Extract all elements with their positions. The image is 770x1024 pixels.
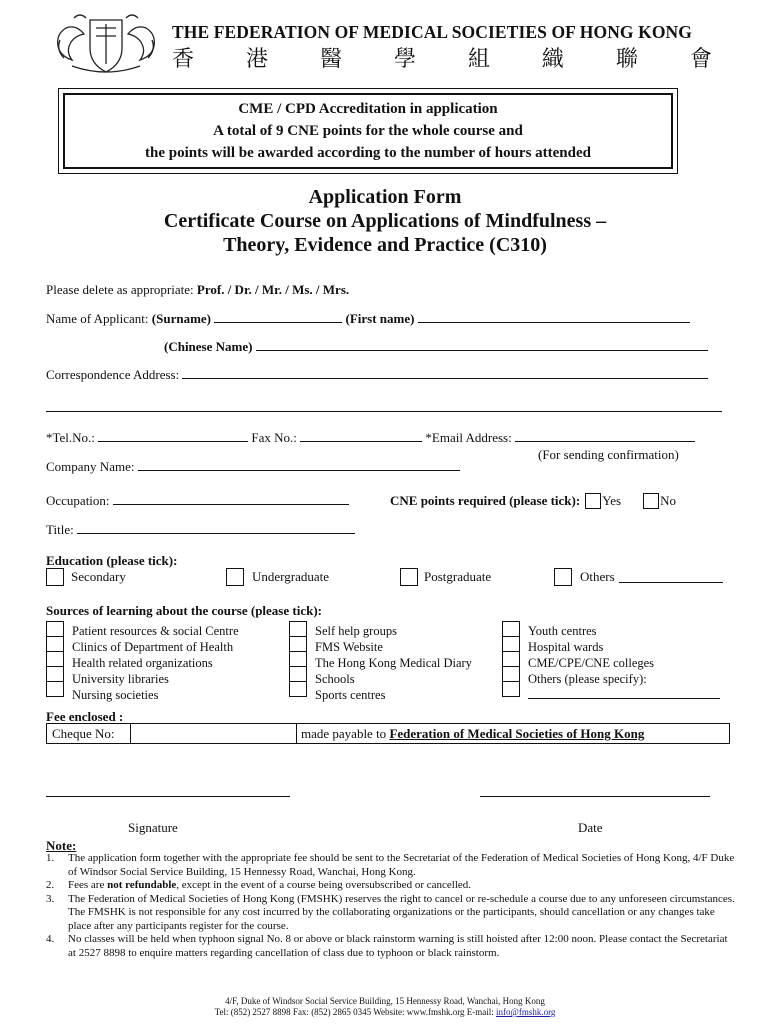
source-label: University libraries — [72, 672, 169, 686]
source-label: Clinics of Department of Health — [72, 640, 234, 654]
source-checkbox[interactable] — [46, 621, 64, 637]
first-name-field[interactable] — [418, 322, 690, 323]
sources-col2 — [315, 623, 472, 703]
sources-col1-checkboxes — [46, 622, 64, 697]
sources-col1 — [72, 623, 239, 703]
notes-list — [46, 852, 736, 960]
occupation-field[interactable] — [113, 504, 349, 505]
signature-label: Signature — [128, 820, 178, 835]
contact-row: *Tel.No.: Fax No.: *Email Address: — [46, 430, 695, 446]
education-option-others[interactable]: Others — [554, 568, 723, 586]
secondary-checkbox[interactable] — [46, 568, 64, 586]
source-checkbox[interactable] — [502, 666, 520, 682]
note-item: 2. Fees are not refundable, except in the event of a course being oversubscribed or cancelled. — [46, 879, 472, 891]
note-item: 3. The Federation of Medical Societies of Hong Kong (FMSHK) reserves the right to cancel or re-schedule a course due to any unforeseen circumstances. The FMSHK is not responsible for any cost incurred by the collaborating organizations or the participants, should cancellation or any changes take place after any participants register for the course. — [46, 892, 735, 932]
note-item: 4. No classes will be held when typhoon signal No. 8 or above or black rainstorm warning is still hoisted after 12:00 noon. Please contact the Secretariat at 2527 8898 to enquire matters regarding cancellation of class due to typhoon or black rainstorm. — [46, 933, 728, 959]
source-checkbox[interactable] — [289, 666, 307, 682]
education-option-postgraduate[interactable]: Postgraduate — [400, 568, 491, 586]
undergraduate-checkbox[interactable] — [226, 568, 244, 586]
signature-field[interactable] — [46, 796, 290, 797]
sources-col2-checkboxes — [289, 622, 307, 697]
address-field-line-2[interactable] — [46, 398, 722, 412]
fee-heading: Fee enclosed : — [46, 709, 124, 724]
address-row: Correspondence Address: — [46, 367, 708, 383]
others-source-field[interactable] — [528, 689, 720, 699]
cheque-label: Cheque No: — [47, 724, 131, 743]
source-checkbox[interactable] — [502, 636, 520, 652]
tel-field[interactable] — [98, 441, 248, 442]
source-label: Health related organizations — [72, 656, 213, 670]
title-row: Title: — [46, 522, 355, 538]
source-checkbox[interactable] — [502, 651, 520, 667]
source-checkbox[interactable] — [289, 636, 307, 652]
source-label: Nursing societies — [72, 688, 159, 702]
cne-yes-checkbox[interactable] — [585, 493, 601, 509]
course-title-line-1: Certificate Course on Applications of Mindfulness – — [163, 210, 607, 232]
source-checkbox[interactable] — [502, 621, 520, 637]
sources-heading: Sources of learning about the course (please tick): — [46, 603, 322, 618]
sources-col3 — [528, 623, 720, 703]
source-label: CME/CPE/CNE colleges — [528, 656, 655, 670]
source-checkbox[interactable] — [289, 621, 307, 637]
accreditation-line-2: A total of 9 CNE points for the whole course and — [213, 123, 523, 139]
surname-field[interactable] — [214, 322, 342, 323]
accreditation-box — [58, 88, 678, 174]
footer-contact: Tel: (852) 2527 8898 Fax: (852) 2865 0345 Website: www.fmshk.org E-mail: info@fmshk.org — [214, 1007, 556, 1017]
source-checkbox[interactable] — [289, 681, 307, 697]
source-label: Sports centres — [315, 688, 386, 702]
email-field[interactable] — [515, 441, 695, 442]
salutation-row: Please delete as appropriate: Prof. / Dr. / Mr. / Ms. / Mrs. — [46, 282, 350, 297]
source-label: Self help groups — [315, 624, 397, 638]
company-row: Company Name: — [46, 459, 460, 475]
email-note: (For sending confirmation) — [538, 447, 679, 462]
date-label: Date — [578, 820, 603, 835]
date-field[interactable] — [480, 796, 710, 797]
org-name-english: THE FEDERATION OF MEDICAL SOCIETIES OF HONG KONG — [172, 22, 692, 42]
source-label: Hospital wards — [528, 640, 604, 654]
chinese-name-field[interactable] — [256, 350, 708, 351]
source-checkbox[interactable] — [46, 681, 64, 697]
form-title: Application Form — [308, 186, 462, 208]
cne-row: CNE points required (please tick): Yes No — [390, 493, 677, 508]
payable-row: made payable to Federation of Medical Societies of Hong Kong — [301, 726, 645, 741]
fee-table — [46, 723, 730, 744]
cheque-number-field[interactable] — [131, 724, 297, 743]
source-checkbox[interactable] — [46, 651, 64, 667]
name-row: Name of Applicant: (Surname) (First name) — [46, 311, 690, 327]
federation-logo — [52, 10, 160, 80]
sources-col3-checkboxes — [502, 622, 520, 697]
postgraduate-checkbox[interactable] — [400, 568, 418, 586]
source-label: The Hong Kong Medical Diary — [315, 656, 472, 670]
cne-no-checkbox[interactable] — [643, 493, 659, 509]
source-label: Others (please specify): — [528, 672, 647, 686]
source-label: Schools — [315, 672, 355, 686]
company-field[interactable] — [138, 470, 460, 471]
fax-field[interactable] — [300, 441, 422, 442]
source-checkbox[interactable] — [289, 651, 307, 667]
footer-address: 4/F, Duke of Windsor Social Service Building, 15 Hennessy Road, Wanchai, Hong Kong — [225, 996, 545, 1006]
note-item: 1. The application form together with the appropriate fee should be sent to the Secretariat of the Federation of Medical Societies of Hong Kong, 4/F Duke of Windsor Social Service Building, 15 Hennessy Road, Wanchai, Hong Kong. — [46, 852, 735, 878]
address-field-line-1[interactable] — [182, 378, 708, 379]
education-option-undergraduate[interactable]: Undergraduate — [226, 568, 329, 586]
others-checkbox[interactable] — [554, 568, 572, 586]
source-label: Patient resources & social Centre — [72, 624, 239, 638]
occupation-row: Occupation: — [46, 493, 349, 509]
chinese-name-row: (Chinese Name) — [164, 339, 708, 355]
source-label: FMS Website — [315, 640, 383, 654]
footer-email-link[interactable]: info@fmshk.org — [496, 1007, 556, 1017]
source-checkbox[interactable] — [502, 681, 520, 697]
source-checkbox[interactable] — [46, 636, 64, 652]
org-name-chinese: 香 港 醫 學 組 織 聯 會 — [172, 47, 712, 72]
source-label: Youth centres — [528, 624, 597, 638]
education-option-secondary[interactable]: Secondary — [46, 568, 126, 586]
education-heading: Education (please tick): — [46, 553, 178, 568]
payee-name: Federation of Medical Societies of Hong Kong — [389, 726, 645, 741]
others-education-field[interactable] — [619, 571, 723, 583]
source-checkbox[interactable] — [46, 666, 64, 682]
accreditation-line-3: the points will be awarded according to the number of hours attended — [145, 145, 591, 161]
notes-heading: Note: — [46, 838, 77, 853]
salutation-options[interactable]: Prof. / Dr. / Mr. / Ms. / Mrs. — [196, 282, 350, 297]
title-field[interactable] — [77, 533, 355, 534]
accreditation-line-1: CME / CPD Accreditation in application — [238, 101, 498, 117]
course-title-line-2: Theory, Evidence and Practice (C310) — [223, 234, 547, 256]
